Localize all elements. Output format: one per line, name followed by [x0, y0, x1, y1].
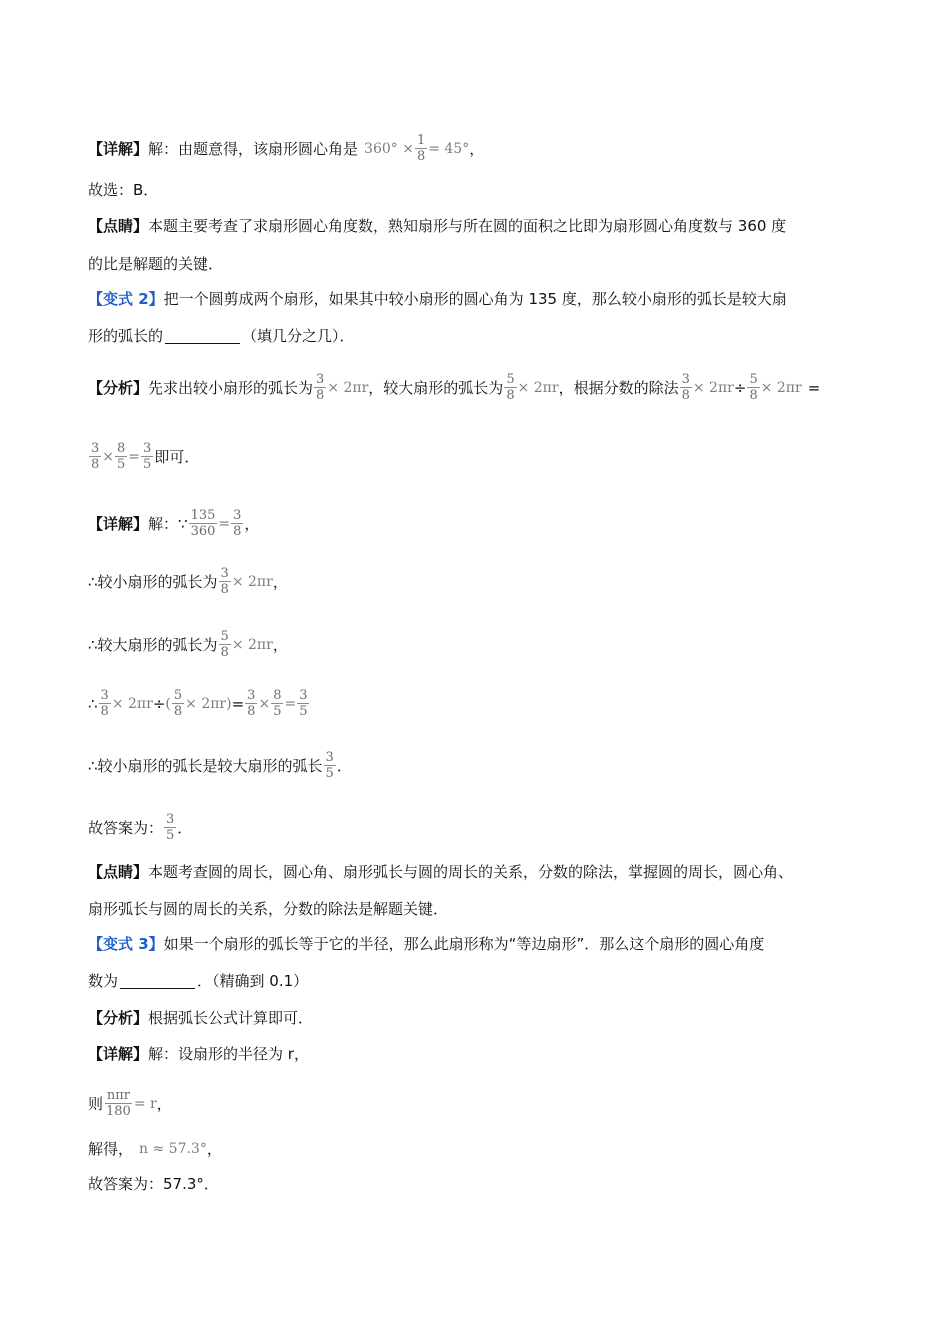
- v2-detail-line: 【详解】 解：∵ $\frac{135}{360}$ = $\frac{3}{8}$ ，: [88, 508, 260, 539]
- v2-conclusion-line: ∴较小扇形的弧长是较大扇形的弧长 $\frac{3}{5}$ ．: [88, 750, 352, 781]
- detail-label: 【详解】: [88, 139, 149, 158]
- v2-label: 【变式 2】: [88, 290, 164, 308]
- fraction-1-8: $\frac{1}{8}$: [416, 133, 426, 164]
- v2-question-line1: 【变式 2】 把一个圆剪成两个扇形，如果其中较小扇形的圆心角为 135 度，那么较小扇形的弧长是较大扇: [88, 290, 787, 308]
- v2-comment-line1: 【点睛】 本题考查圆的周长，圆心角、扇形弧长与圆的周长的关系，分数的除法，掌握圆的周长，圆心角、: [88, 863, 794, 881]
- fraction-3-5: $\frac{3}{5}$: [325, 750, 334, 781]
- fraction-3-8: $\frac{3}{8}$: [316, 372, 325, 403]
- v3-question-line1: 【变式 3】 如果一个扇形的弧长等于它的半径，那么此扇形称为“等边扇形”．那么这个扇形的圆心角度: [88, 935, 765, 953]
- v3-answer-line: 故答案为：57.3°．: [88, 1175, 219, 1193]
- fraction-135-360: $\frac{135}{360}$: [190, 508, 216, 539]
- fraction-3-8: $\frac{3}{8}$: [233, 508, 242, 539]
- analysis-label: 【分析】: [88, 378, 149, 397]
- fraction-3-5: $\frac{3}{5}$: [166, 812, 175, 843]
- q1-comment-line2: 的比是解题的关键．: [88, 255, 224, 273]
- detail-text: 解：由题意得，该扇形圆心角是: [148, 139, 359, 158]
- v3-solve-line: 解得， n ≈ 57.3° ，: [88, 1140, 222, 1158]
- v2-analysis-line2: $\frac{3}{8}$ × $\frac{8}{5}$ = $\frac{3}{5}$ 即可．: [91, 441, 200, 472]
- fraction-8-5: $\frac{8}{5}$: [273, 688, 282, 719]
- fraction-3-5: $\frac{3}{5}$: [299, 688, 308, 719]
- fraction-3-8: $\frac{3}{8}$: [247, 688, 256, 719]
- v2-therefore-small-arc: ∴较小扇形的弧长为 $\frac{3}{8}$ × 2πr ，: [88, 566, 288, 597]
- fraction-5-8: $\frac{5}{8}$: [506, 372, 515, 403]
- v2-answer-line: 故答案为： $\frac{3}{5}$ ．: [88, 812, 193, 843]
- answer-blank: [165, 329, 240, 344]
- v3-question-line2: 数为 ．（精确到 0.1）: [88, 972, 309, 990]
- comment-label: 【点睛】: [88, 863, 149, 881]
- math-eq-45: = 45°: [428, 140, 470, 157]
- fraction-5-8: $\frac{5}{8}$: [749, 372, 758, 403]
- q1-detail-line: 【详解】 解：由题意得，该扇形圆心角是 360° × $\frac{1}{8}$ = 45° ，: [88, 133, 485, 164]
- fraction-3-8: $\frac{3}{8}$: [91, 441, 100, 472]
- v3-formula-line: 则 $\frac{\text{nπr}}{180}$ = r ，: [88, 1088, 172, 1119]
- fraction-5-8: $\frac{5}{8}$: [220, 629, 229, 660]
- v2-question-line2: 形的弧长的 （填几分之几）．: [88, 327, 355, 345]
- analysis-label: 【分析】: [88, 1009, 149, 1027]
- q1-answer: 故选：B．: [88, 181, 159, 199]
- v3-detail-line: 【详解】 解：设扇形的半径为 r，: [88, 1045, 309, 1063]
- v2-therefore-large-arc: ∴较大扇形的弧长为 $\frac{5}{8}$ × 2πr ，: [88, 629, 288, 660]
- fraction-3-8: $\frac{3}{8}$: [681, 372, 690, 403]
- fraction-3-8: $\frac{3}{8}$: [220, 566, 229, 597]
- fraction-npir-180: $\frac{\text{nπr}}{180}$: [106, 1088, 131, 1119]
- math-360-times: 360° ×: [364, 140, 414, 157]
- fraction-3-8: $\frac{3}{8}$: [100, 688, 109, 719]
- v2-comment-line2: 扇形弧长与圆的周长的关系，分数的除法是解题关键．: [88, 900, 449, 918]
- fraction-3-5: $\frac{3}{5}$: [143, 441, 152, 472]
- q1-comment-line1: 【点睛】 本题主要考查了求扇形圆心角度数，熟知扇形与所在圆的面积之比即为扇形圆心角度数与 360 度: [88, 217, 787, 235]
- fraction-8-5: $\frac{8}{5}$: [117, 441, 126, 472]
- fraction-5-8: $\frac{5}{8}$: [173, 688, 183, 719]
- v3-analysis-line: 【分析】 根据弧长公式计算即可．: [88, 1009, 314, 1027]
- v3-label: 【变式 3】: [88, 935, 164, 953]
- v2-analysis-line1: 【分析】 先求出较小扇形的弧长为 $\frac{3}{8}$ × 2πr ，较大扇形的弧长为 $\frac{5}{8}$ × 2πr ，根据分数的除法 $\frac{3}{8}$ × 2πr ÷ $\frac{5}{8}$ × 2πr =: [88, 372, 821, 403]
- answer-blank: [120, 974, 195, 989]
- v2-division-line: ∴ $\frac{3}{8}$ × 2πr ÷ ( $\frac{5}{8}$ × 2πr ) = $\frac{3}{8}$ × $\frac{8}{5}$ = $\frac{3}{5}$: [88, 688, 308, 719]
- detail-label: 【详解】: [88, 1045, 149, 1063]
- detail-label: 【详解】: [88, 514, 149, 533]
- comment-label: 【点睛】: [88, 217, 149, 235]
